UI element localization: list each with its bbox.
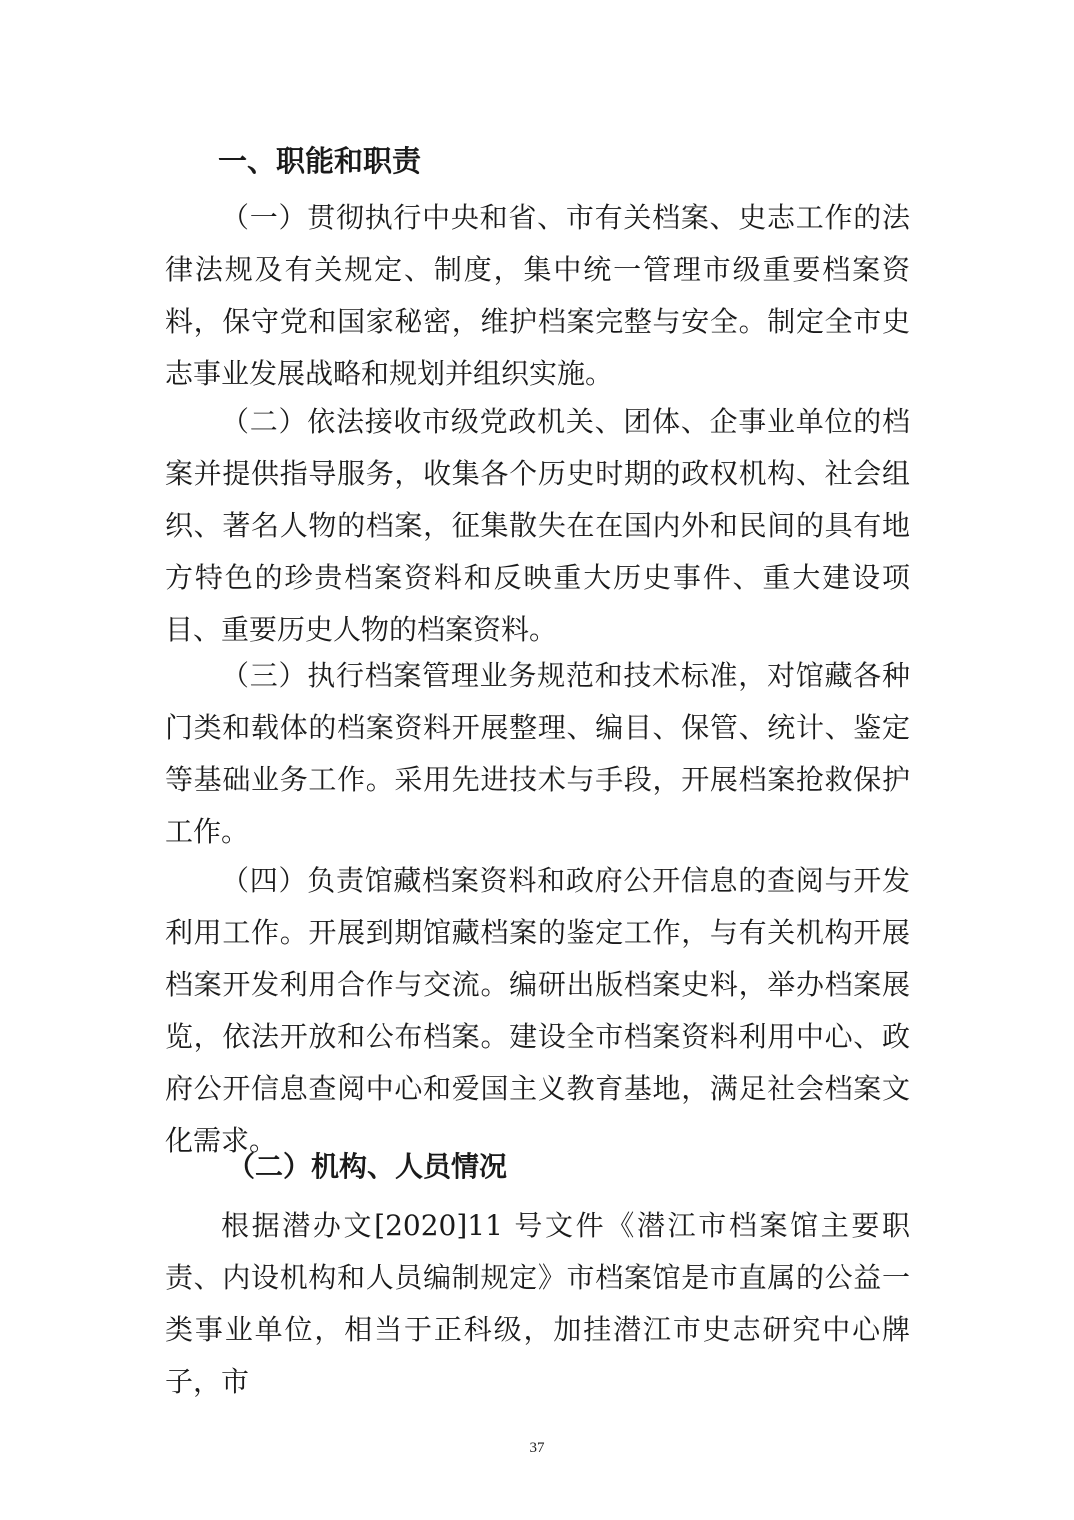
section-heading: 一、职能和职责 (218, 144, 422, 178)
paragraph-duty-2: （二）依法接收市级党政机关、团体、企事业单位的档案并提供指导服务，收集各个历史时期的政权机构、社会组织、著名人物的档案，征集散失在在国内外和民间的具有地方特色的珍贵档案资料和反映重大历史事件、重大建设项目、重要历史人物的档案资料。 (165, 405, 910, 646)
paragraph-organization: 根据潜办文[2020]11 号文件《潜江市档案馆主要职责、内设机构和人员编制规定》市档案馆是市直属的公益一类事业单位，相当于正科级，加挂潜江市史志研究中心牌子，市 (165, 1209, 910, 1398)
paragraph-duty-3: （三）执行档案管理业务规范和技术标准，对馆藏各种门类和载体的档案资料开展整理、编目、保管、统计、鉴定等基础业务工作。采用先进技术与手段，开展档案抢救保护工作。 (165, 659, 910, 848)
page-number: 37 (529, 1440, 545, 1456)
subsection-heading: （二）机构、人员情况 (227, 1150, 508, 1183)
paragraph-duty-4: （四）负责馆藏档案资料和政府公开信息的查阅与开发利用工作。开展到期馆藏档案的鉴定工作，与有关机构开展档案开发利用合作与交流。编研出版档案史料，举办档案展览，依法开放和公布档案。建设全市档案资料利用中心、政府公开信息查阅中心和爱国主义教育基地，满足社会档案文化需求。 (165, 864, 910, 1157)
paragraph-duty-1: （一）贯彻执行中央和省、市有关档案、史志工作的法律法规及有关规定、制度，集中统一管理市级重要档案资料，保守党和国家秘密，维护档案完整与安全。制定全市史志事业发展战略和规划并组织实施。 (165, 201, 910, 390)
